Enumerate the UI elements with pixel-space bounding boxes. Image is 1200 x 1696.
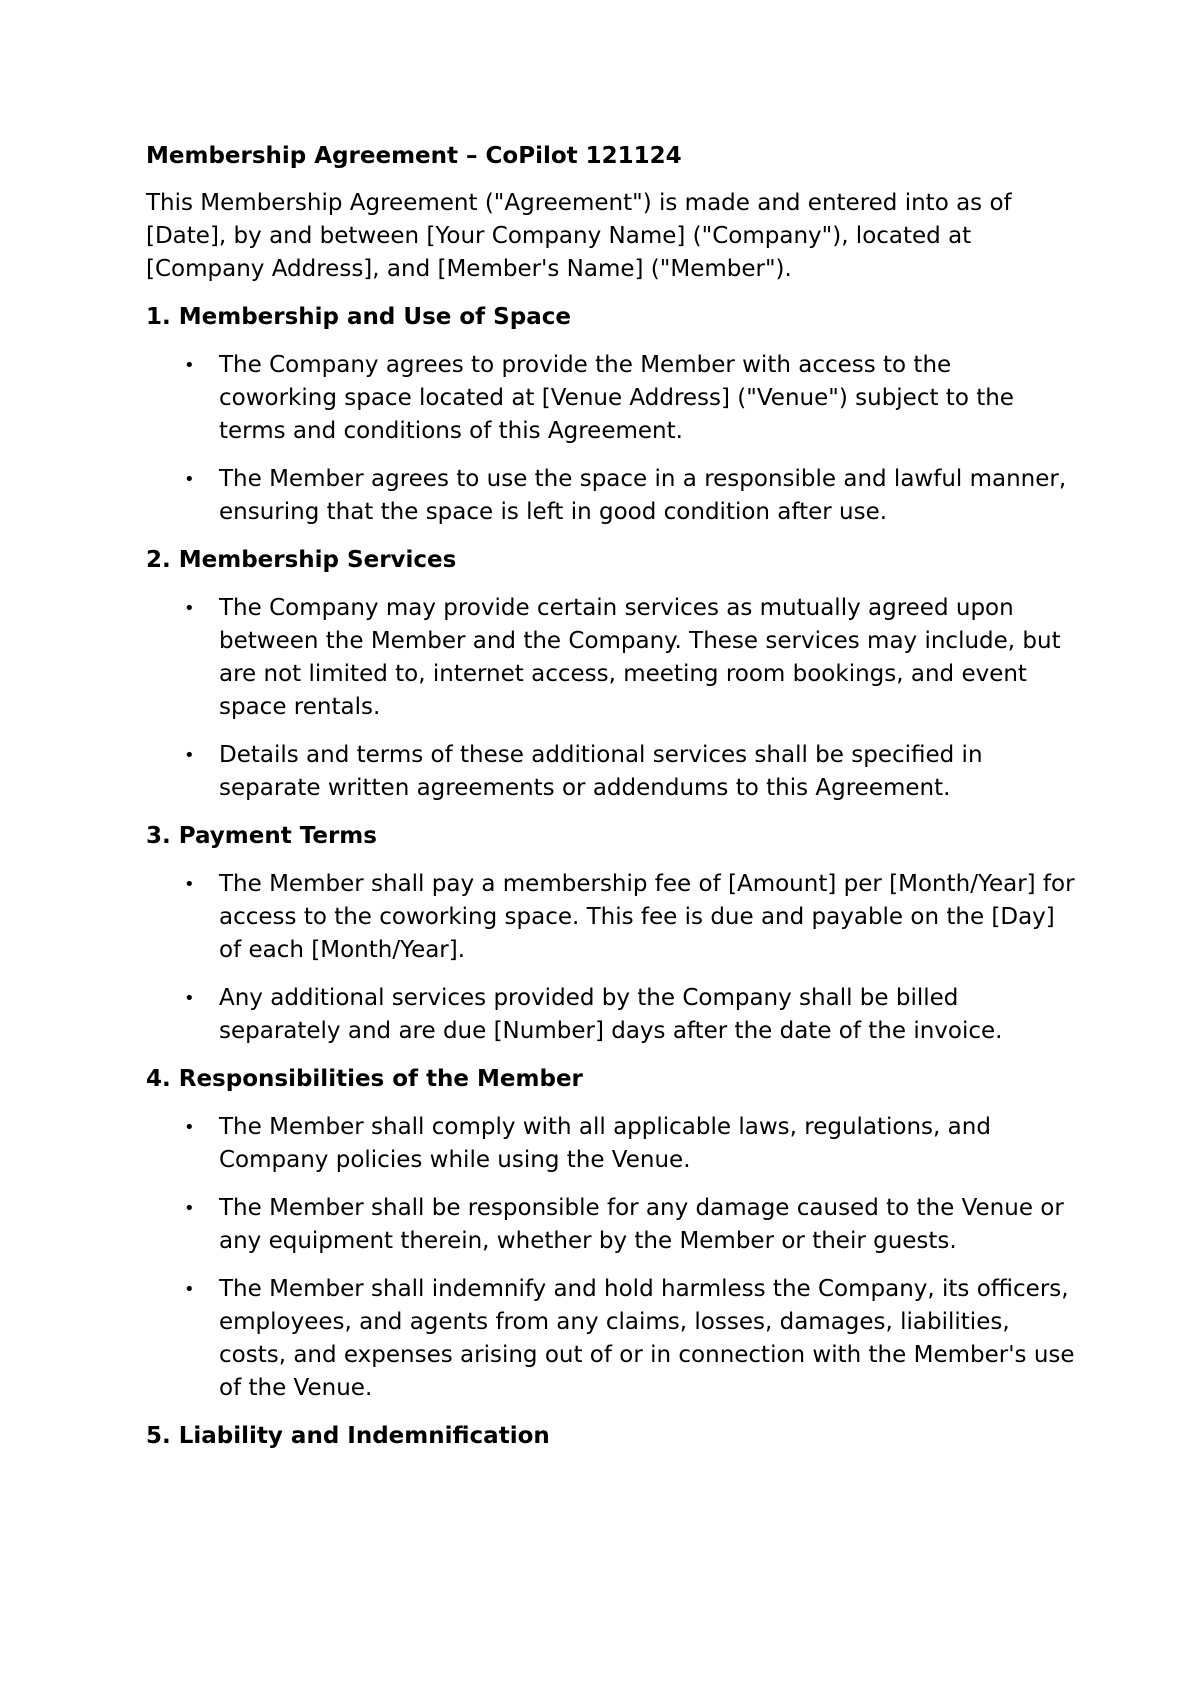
bullet-icon: • — [184, 874, 195, 895]
section-heading: 1. Membership and Use of Space — [146, 304, 571, 330]
section-heading: 3. Payment Terms — [146, 823, 377, 849]
bullet-text: The Member shall pay a membership fee of [Amount] per [Month/Year] for access to the coworking space. This fee is due and payable on the [Day] of each [Month/Year]. — [219, 871, 1075, 963]
list-item — [146, 1273, 1076, 1405]
bullet-text: The Member shall be responsible for any damage caused to the Venue or any equipment therein, whether by the Member or their guests. — [219, 1195, 1064, 1254]
list-item — [146, 592, 1076, 724]
sections-container — [146, 301, 1076, 1453]
bullet-text: The Member shall indemnify and hold harmless the Company, its officers, employees, and agents from any claims, losses, damages, liabilities, costs, and expenses arising out of or in connection with the Member's use of the Venue. — [219, 1276, 1075, 1401]
list-item — [146, 868, 1076, 967]
section-heading: 4. Responsibilities of the Member — [146, 1066, 583, 1092]
list-item — [146, 1192, 1076, 1258]
bullet-list — [146, 1111, 1076, 1405]
bullet-icon: • — [184, 1279, 195, 1300]
list-item — [146, 349, 1076, 448]
bullet-text: The Company agrees to provide the Member with access to the coworking space located at [Venue Address] ("Venue") subject to the terms and conditions of this Agreement. — [219, 352, 1014, 444]
intro-paragraph: This Membership Agreement ("Agreement") is made and entered into as of [Date], by and between [Your Company Name] ("Company"), located at [Company Address], and [Member's Name] ("Member"). — [146, 190, 1012, 282]
bullet-icon: • — [184, 598, 195, 619]
bullet-text: Details and terms of these additional services shall be specified in separate written agreements or addendums to this Agreement. — [219, 742, 983, 801]
list-item — [146, 463, 1076, 529]
bullet-icon: • — [184, 745, 195, 766]
bullet-icon: • — [184, 355, 195, 376]
document-page — [146, 140, 1076, 1468]
document-title: Membership Agreement – CoPilot 121124 — [146, 143, 682, 169]
bullet-text: Any additional services provided by the Company shall be billed separately and are due [Number] days after the date of the invoice. — [219, 985, 1003, 1044]
bullet-list — [146, 592, 1076, 805]
bullet-text: The Member shall comply with all applicable laws, regulations, and Company policies while using the Venue. — [219, 1114, 991, 1173]
bullet-icon: • — [184, 469, 195, 490]
bullet-list — [146, 868, 1076, 1048]
list-item — [146, 739, 1076, 805]
bullet-icon: • — [184, 988, 195, 1009]
bullet-list — [146, 349, 1076, 529]
section-heading: 5. Liability and Indemnification — [146, 1423, 550, 1449]
bullet-text: The Member agrees to use the space in a responsible and lawful manner, ensuring that the space is left in good condition after use. — [219, 466, 1067, 525]
list-item — [146, 1111, 1076, 1177]
bullet-icon: • — [184, 1198, 195, 1219]
list-item — [146, 982, 1076, 1048]
bullet-icon: • — [184, 1117, 195, 1138]
bullet-text: The Company may provide certain services as mutually agreed upon between the Member and the Company. These services may include, but are not limited to, internet access, meeting room bookings, and event space rentals. — [219, 595, 1061, 720]
section-heading: 2. Membership Services — [146, 547, 457, 573]
